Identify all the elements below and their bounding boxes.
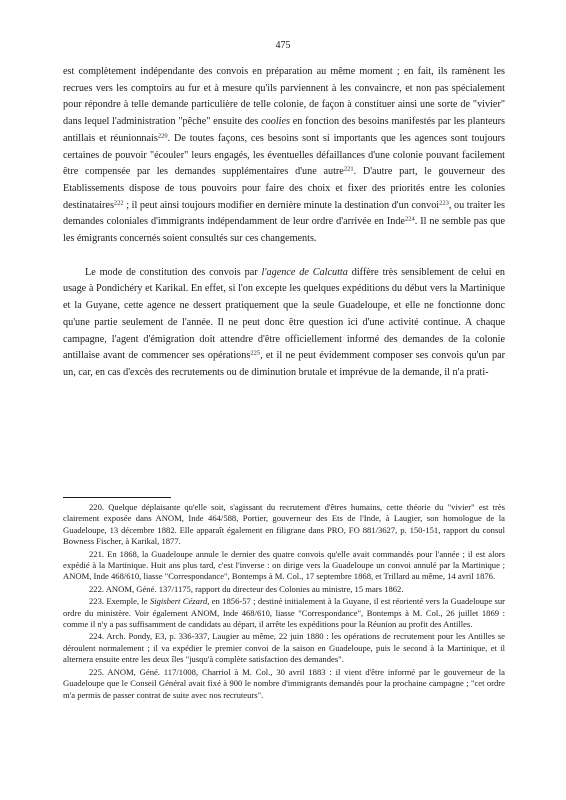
footnote-text: 223. Exemple, le (89, 596, 150, 607)
italic-ship-name: Sigisbert Cézard (149, 596, 208, 607)
paragraph-2-text: diffère très sensiblement de celui en usage à Pondichéry et Karikal. En effet, si l'on excepte les quelques expéditions du début vers la Martinique et la Guyane, cette agence ne dessert pratiquement que la seule Guadeloupe, et elle ne fonctionne donc qu'une partie seulement de l'année. Il ne peut donc être question ici d'une activité continue. A chaque campagne, l'agent d'émigration doit attendre d'être officiellement informé des demandes de la colonie antillaise avant de commencer ses opérations (63, 266, 506, 362)
footnote-ref-224[interactable]: 224 (404, 215, 415, 223)
paragraph-1-text: . D'autre part, le gouverneur des Etablissements dispose de tous pouvoirs pour faire des choix et fixer des priorités entre les colonies destinataires (63, 166, 506, 211)
paragraph-1-text: est complètement indépendante des convois en préparation au même moment ; en fait, ils ramènent les recrues vers les comptoirs au fur et à mesure qu'ils parviennent à les convaincre, et non pas spécialement pour répondre à telle demande particulière de telle colonie, de façon à constituer ainsi une sorte de "vivier" dans lequel l'administration "pêche" ensuite des (63, 66, 505, 128)
footnotes (63, 502, 505, 702)
paragraph-1-text: . Il ne semble pas que les émigrants concernés soient consultés sur ces changements. (63, 216, 506, 245)
footnote-ref-220[interactable]: 220 (157, 132, 168, 140)
paragraph-1-text: . De toutes façons, ces besoins sont si importants que les agences sont toujours certaines de pouvoir "écouler" leurs engagés, les éventuelles défaillances d'une colonie pouvant facilement être compensée par les demandes supplémentaires d'une autre (63, 132, 505, 178)
paragraph-2 (63, 265, 505, 382)
page-number: 475 (275, 40, 291, 51)
footnote-ref-222[interactable]: 222 (113, 199, 124, 207)
paragraph-2-text: , et il ne peut évidemment composer ses convois qu'un par un, car, en cas d'excès des recrutements ou de diminution brutale et imprévue de la demande, il n'a prati- (63, 350, 505, 378)
footnote-225 (63, 667, 505, 701)
footnote-222 (63, 584, 505, 595)
footnote-221 (63, 549, 505, 583)
paragraph-1 (63, 64, 505, 248)
footnote-text: , en 1856-57 ; destiné initialement à la Guyane, il est réorienté vers la Guadeloupe sur ordre du ministère. Voir également ANOM, Inde 468/610, liasse "Correspondance", Bontemps à M. Col., 26 juillet 1869 : comme il n'y a pas suffisamment de candidats au départ, il arrête les expéditions pour la Réunion au profit des Antilles. (63, 596, 505, 630)
italic-term-coolies: coolies (261, 116, 290, 128)
footnote-220 (63, 502, 505, 548)
footnote-text: 222. ANOM, Géné. 137/1175, rapport du directeur des Colonies au ministre, 15 mars 1862. (89, 583, 404, 594)
footnote-text: 225. ANOM, Géné. 117/1008, Charriol à M. Col., 30 avril 1883 : il vient d'être informé par le gouverneur de la Guadeloupe que le Conseil Général avait fixé à 900 le nombre d'immigrants demandés pour la prochaine campagne ; "cet ordre m'a permis de passer contrat de suite avec nos recruteurs". (63, 666, 505, 700)
footnote-ref-221[interactable]: 221 (343, 165, 354, 173)
footnote-ref-223[interactable]: 223 (439, 199, 449, 207)
paragraph-1-text: en fonction des besoins manifestés par les planteurs antillais et réunionnais (63, 116, 505, 144)
footnote-224 (63, 631, 505, 665)
footnote-separator (63, 497, 171, 498)
footnote-ref-225[interactable]: 225 (250, 349, 261, 357)
paragraph-2-text: Le mode de constitution des convois par (85, 266, 262, 278)
footnote-223 (63, 596, 505, 630)
paragraph-1-text: ; il peut ainsi toujours modifier en dernière minute la destination d'un convoi (123, 199, 440, 211)
paragraph-1-text: , ou traiter les demandes coloniales d'immigrants indépendamment de leur ordre d'arrivée en Inde (63, 199, 505, 228)
footnote-text: 224. Arch. Pondy, E3, p. 336-337, Laugier au même, 22 juin 1880 : les opérations de recrutement pour les Antilles se déroulent normalement ; il va expédier le premier convoi de la saison en Guadeloupe, puis le second à la Martinique, et il alternera ensuite entre les deux îles "jusqu'à complète satisfaction des demandes". (63, 631, 505, 665)
italic-term-agence-calcutta: l'agence de Calcutta (261, 266, 348, 278)
main-text (63, 64, 505, 382)
footnote-text: 221. En 1868, la Guadeloupe annule le dernier des quatre convois qu'elle avait commandés pour l'année ; il est alors expédié à la Martinique. Huit ans plus tard, c'est l'inverse : on dirige vers la Guadeloupe un convoi annulé par la Martinique ; ANOM, Inde 468/610, liasse "Correspondance", Bontemps à M. Col., 17 septembre 1868, et Trillard au même, 14 avril 1876. (63, 548, 505, 582)
footnote-text: 220. Quelque déplaisante qu'elle soit, s'agissant du recrutement d'êtres humains, cette théorie du "vivier" est très clairement exposée dans ANOM, Inde 464/588, Portier, gouverneur des Ets de l'Inde, à Laugier, son homologue de la Guadeloupe, 13 décembre 1882. Elle apparaît également en filigrane dans PRO, FO 881/3627, p. 150-151, rapport du consul Bowness Fischer, à Karikal, 1877. (63, 502, 505, 547)
